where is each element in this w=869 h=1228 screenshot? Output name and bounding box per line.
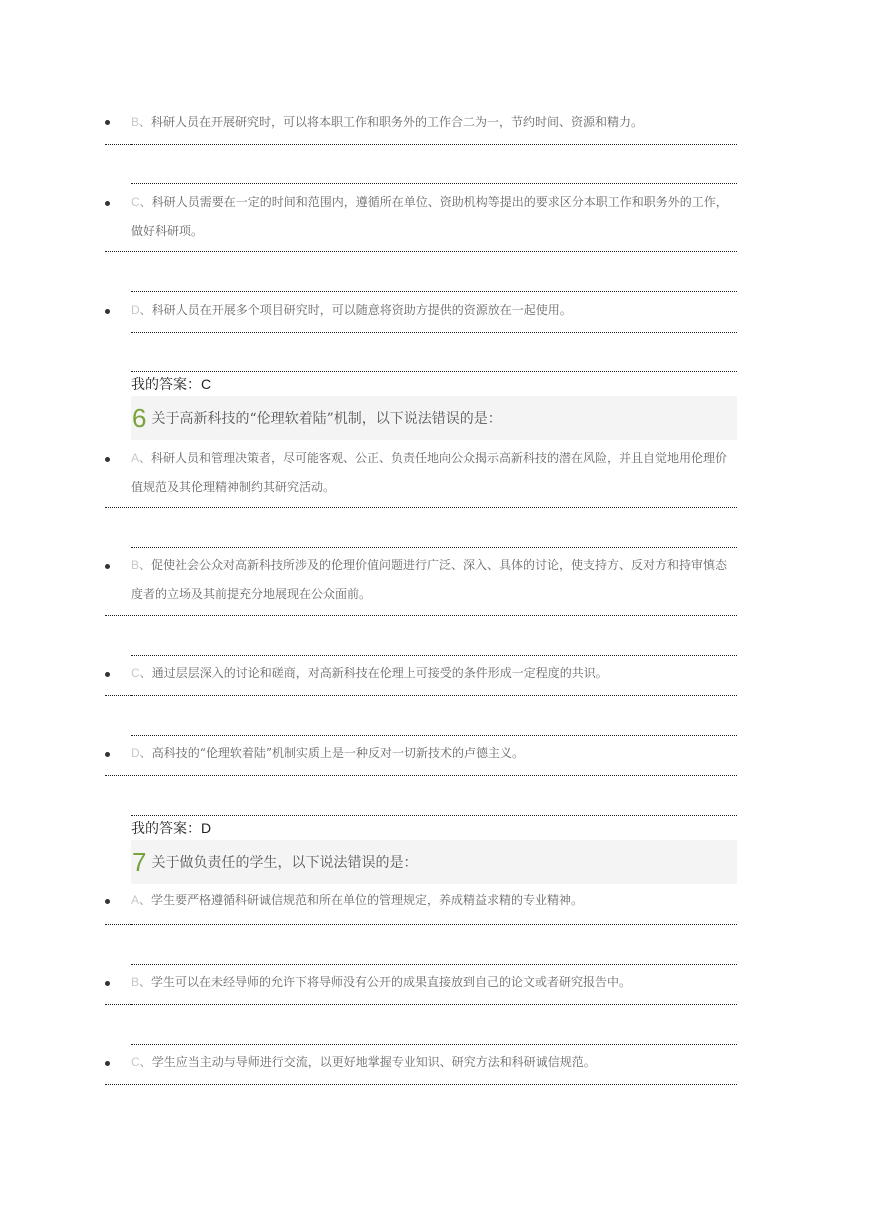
question-number: 7 (132, 847, 147, 877)
bullet-q6-d (105, 752, 110, 757)
option-divider (105, 1084, 737, 1085)
option-divider (105, 251, 737, 252)
option-q7-a[interactable]: A、学生要严格遵循科研诚信规范和所在单位的管理规定，养成精益求精的专业精神。 (131, 893, 584, 907)
option-divider-stub (105, 144, 131, 145)
question-header-6 (131, 396, 737, 440)
option-divider (131, 655, 737, 656)
question-text: 关于高新科技的“伦理软着陆”机制，以下说法错误的是： (151, 411, 502, 427)
option-divider (131, 695, 737, 696)
option-divider (131, 1044, 737, 1045)
option-q6-b[interactable]: B、促使社会公众对高新科技所涉及的伦理价值问题进行广泛、深入、具体的讨论，使支持方、反对方和持审慎态度者的立场及其前提充分地展现在公众面前。 (131, 558, 728, 601)
option-q5-d[interactable]: D、科研人员在开展多个项目研究时，可以随意将资助方提供的资源放在一起使用。 (131, 303, 572, 317)
bullet-q6-c (105, 672, 110, 677)
option-divider-stub (105, 695, 131, 696)
bullet-q7-c (105, 1061, 110, 1066)
option-divider (131, 183, 737, 184)
option-divider (131, 332, 737, 333)
question-number: 6 (132, 403, 147, 433)
option-divider (131, 815, 737, 816)
question-text: 关于做负责任的学生，以下说法错误的是： (151, 855, 418, 871)
option-divider (131, 291, 737, 292)
option-divider (131, 1004, 737, 1005)
option-divider (131, 371, 737, 372)
option-divider (131, 547, 737, 548)
bullet-q6-b (105, 564, 110, 569)
bullet-q5-c (105, 201, 110, 206)
option-q7-c[interactable]: C、学生应当主动与导师进行交流，以更好地掌握专业知识、研究方法和科研诚信规范。 (131, 1055, 596, 1069)
option-divider (105, 615, 737, 616)
bullet-q5-b (105, 120, 110, 125)
option-divider (105, 775, 737, 776)
bullet-q7-b (105, 981, 110, 986)
option-q6-c[interactable]: C、通过层层深入的讨论和磋商，对高新科技在伦理上可接受的条件形成一定程度的共识。 (131, 666, 608, 680)
option-q6-d[interactable]: D、高科技的“伦理软着陆”机制实质上是一种反对一切新技术的卢德主义。 (131, 746, 524, 760)
option-divider-stub (105, 1004, 131, 1005)
bullet-q7-a (105, 899, 110, 904)
option-divider (131, 964, 737, 965)
option-divider (131, 735, 737, 736)
my-answer-q6: 我的答案：D (131, 820, 212, 837)
option-divider (131, 924, 737, 925)
option-q5-b[interactable]: B、科研人员在开展研究时，可以将本职工作和职务外的工作合二为一，节约时间、资源和精力。 (131, 115, 644, 129)
option-q6-a[interactable]: A、科研人员和管理决策者，尽可能客观、公正、负责任地向公众揭示高新科技的潜在风险，并且自觉地用伦理价值规范及其伦理精神制约其研究活动。 (131, 451, 728, 494)
bullet-q6-a (105, 457, 110, 462)
option-divider-stub (105, 924, 131, 925)
option-q7-b[interactable]: B、学生可以在未经导师的允许下将导师没有公开的成果直接放到自己的论文或者研究报告中。 (131, 975, 632, 989)
option-divider (105, 507, 737, 508)
bullet-q5-d (105, 309, 110, 314)
option-q5-c[interactable]: C、科研人员需要在一定的时间和范围内，遵循所在单位、资助机构等提出的要求区分本职工作和职务外的工作，做好科研项。 (131, 195, 728, 238)
question-header-7 (131, 840, 737, 884)
option-divider (131, 144, 737, 145)
my-answer-q5: 我的答案：C (131, 376, 212, 393)
